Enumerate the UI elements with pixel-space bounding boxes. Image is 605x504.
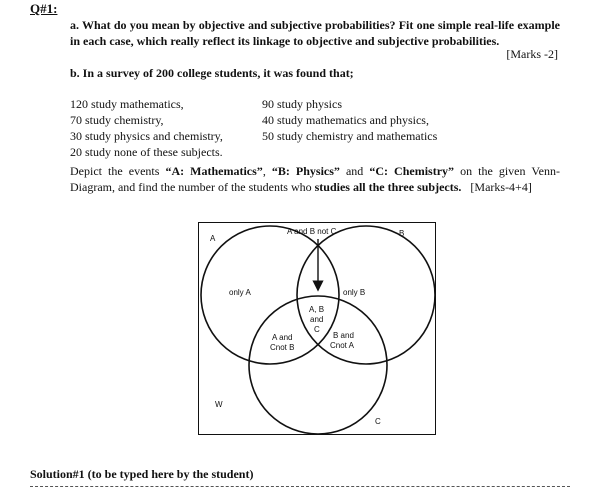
- depict-instruction: Depict the events “A: Mathematics”, “B: Physics” and “C: Chemistry” on the given Venn-Diagram, and find the number of the students who studies all the three subjects. [Marks-4+4]: [70, 164, 560, 194]
- label-abc-3: C: [314, 325, 320, 334]
- fact-right-3: 50 study chemistry and mathematics: [262, 129, 438, 143]
- fact-right-1: 90 study physics: [262, 97, 343, 111]
- label-ac-1: A and: [272, 333, 293, 342]
- venn-diagram: [198, 222, 436, 435]
- label-c: C: [375, 417, 381, 426]
- solution-label: Solution#1 (to be typed here by the student): [30, 467, 254, 481]
- part-b-intro: b. In a survey of 200 college students, it was found that;: [70, 66, 354, 80]
- label-ac-2: Cnot B: [270, 343, 295, 352]
- fact-left-4: 20 study none of these subjects.: [70, 145, 223, 159]
- part-a-marks: [Marks -2]: [506, 47, 558, 61]
- label-a-and-b-not-c: A and B not C: [287, 227, 337, 236]
- label-bc-1: B and: [333, 331, 354, 340]
- label-only-a: only A: [229, 288, 251, 297]
- all-three-phrase: studies all the three subjects.: [314, 180, 462, 194]
- label-w: W: [215, 400, 223, 409]
- event-a: “A: Mathematics”: [165, 164, 263, 178]
- label-bc-2: Cnot A: [330, 341, 355, 350]
- answer-dashed-line: [30, 486, 570, 487]
- fact-left-2: 70 study chemistry,: [70, 113, 164, 127]
- question-number: Q#1:: [30, 1, 58, 16]
- label-abc-2: and: [310, 315, 324, 324]
- label-a: A: [210, 234, 216, 243]
- event-c: “C: Chemistry”: [369, 164, 455, 178]
- fact-left-1: 120 study mathematics,: [70, 97, 184, 111]
- label-b: B: [399, 229, 405, 238]
- part-b-marks: [Marks-4+4]: [470, 180, 532, 194]
- fact-right-2: 40 study mathematics and physics,: [262, 113, 429, 127]
- event-b: “B: Physics”: [271, 164, 340, 178]
- venn-svg: [199, 223, 437, 436]
- part-a-question: a. What do you mean by objective and subjective probabilities? Fit one simple real-life example in each case, which really reflect its linkage to objective and subjective probabilities.: [70, 18, 560, 48]
- label-abc-1: A, B: [309, 305, 325, 314]
- fact-left-3: 30 study physics and chemistry,: [70, 129, 223, 143]
- label-only-b: only B: [343, 288, 366, 297]
